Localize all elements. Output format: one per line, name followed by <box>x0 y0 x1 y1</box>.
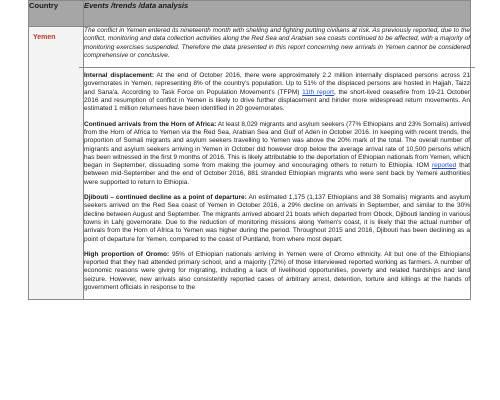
section-heading: Djibouti – continued decline as a point of departure: <box>84 194 247 202</box>
section-text: At the end of October 2016, there were approximately 2.2 million internally displaced persons across 21 governorates in Yemen, representing 8% of the country's population. Up to 51% of the displaced persons are hosted in Hajjah, Taizz and Sana'a. According to Task Force on Population Movement's (TFPM) <box>84 72 470 96</box>
intro-paragraph: The conflict in Yemen entered its nineteenth month with shelling and fighting putting civilians at risk. As previously reported, due to the conflict, monitoring and data collection activities along the Red Sea and Arabian sea coasts continued to be affected, with a majority of monitoring exercises suspended. Therefore the data presented in this report concerning new arrivals in Yemen cannot be considered comprehensive or conclusive. <box>84 27 470 59</box>
country-name: Yemen <box>33 34 56 41</box>
section-heading: Continued arrivals from the Horn of Africa: <box>84 120 217 128</box>
section-djibouti-decline <box>84 194 470 244</box>
section-internal-displacement <box>84 72 470 113</box>
iom-reported-link[interactable]: reported <box>431 162 457 170</box>
header-events: Events /trends /data analysis <box>84 1 471 27</box>
events-cell <box>84 27 471 300</box>
country-cell <box>29 27 84 300</box>
situation-table <box>28 0 471 300</box>
header-country: Country <box>29 1 84 27</box>
section-heading: High proportion of Oromo: <box>84 250 170 258</box>
table-header-row <box>29 1 471 27</box>
section-oromo-proportion <box>84 251 470 292</box>
section-heading: Internal displacement: <box>84 72 155 80</box>
section-text: 95% of Ethiopian nationals arriving in Yemen were of Oromo ethnicity. All but one of the Ethiopians reported that they had attended primary school, and a majority (72%) of those interviewed reported working as farmers. A number of economic reasons were giving for migrating, including a lack of livelihood opportunities, poverty and related hardships and land seizure. However, new arrivals also consistently reported cases of arbitrary arrest, detention, torture and killings at the hands of government officials in response to the <box>84 250 470 292</box>
intro-divider <box>79 67 475 68</box>
section-text-cont: , the short-lived ceasefire from 19-21 October 2016 and resumption of conflict in Yemen is likely to drive further displacement and hinder more widespread return movements. An estimated 1 million returnees have been identified in 20 governorates. <box>84 88 470 113</box>
tfpm-report-link[interactable]: 11th report <box>302 88 334 96</box>
table-row <box>29 27 471 300</box>
section-horn-of-africa-arrivals <box>84 121 470 187</box>
section-text: An estimated 1,175 (1,137 Ethiopians and 38 Somalis) migrants and asylum seekers arrived on the Red Sea coast of Yemen in October 2016, a 29% decline on arrivals in September, and similar to the 30% decline between August and September. The migrants arrived aboard 21 boats which departed from Obock, Djibouti landing in various towns in Lahj governorate. Due to the reduction of monitoring missions along Yemen's coast, it is likely that the actual number of arrivals from the Horn of Africa to Yemen was higher during the period. Throughout 2015 and 2016, Djibouti has been declining as a point of departure for Yemen, compared to the coast of Puntland, from where most depart. <box>84 194 470 243</box>
section-text-cont: that between mid-September and the end of October 2016, 881 stranded Ethiopian migrants who were sent back by Yemeni authorities were supported to return to Ethiopia. <box>84 162 470 186</box>
section-text: At least 8,029 migrants and asylum seekers (77% Ethiopians and 23% Somalis) arrived from the Horn of Africa to Yemen via the Red Sea, Arabian Sea and Gulf of Aden in October 2016. In keeping with recent trends, the proportion of Somali migrants and asylum seekers travelling to Yemen was above the 20% mark of the total. The overall number of migrants and asylum seekers arriving in Yemen in October did however drop below the average arrival rate of 10,500 persons which has been witnessed in the first 9 months of 2016. This is likely attributable to the deportation of Ethiopian nationals from Yemen, which began in September, dissuading some from making the journey and encouraging others to return to Ethiopia. IOM <box>84 120 470 170</box>
